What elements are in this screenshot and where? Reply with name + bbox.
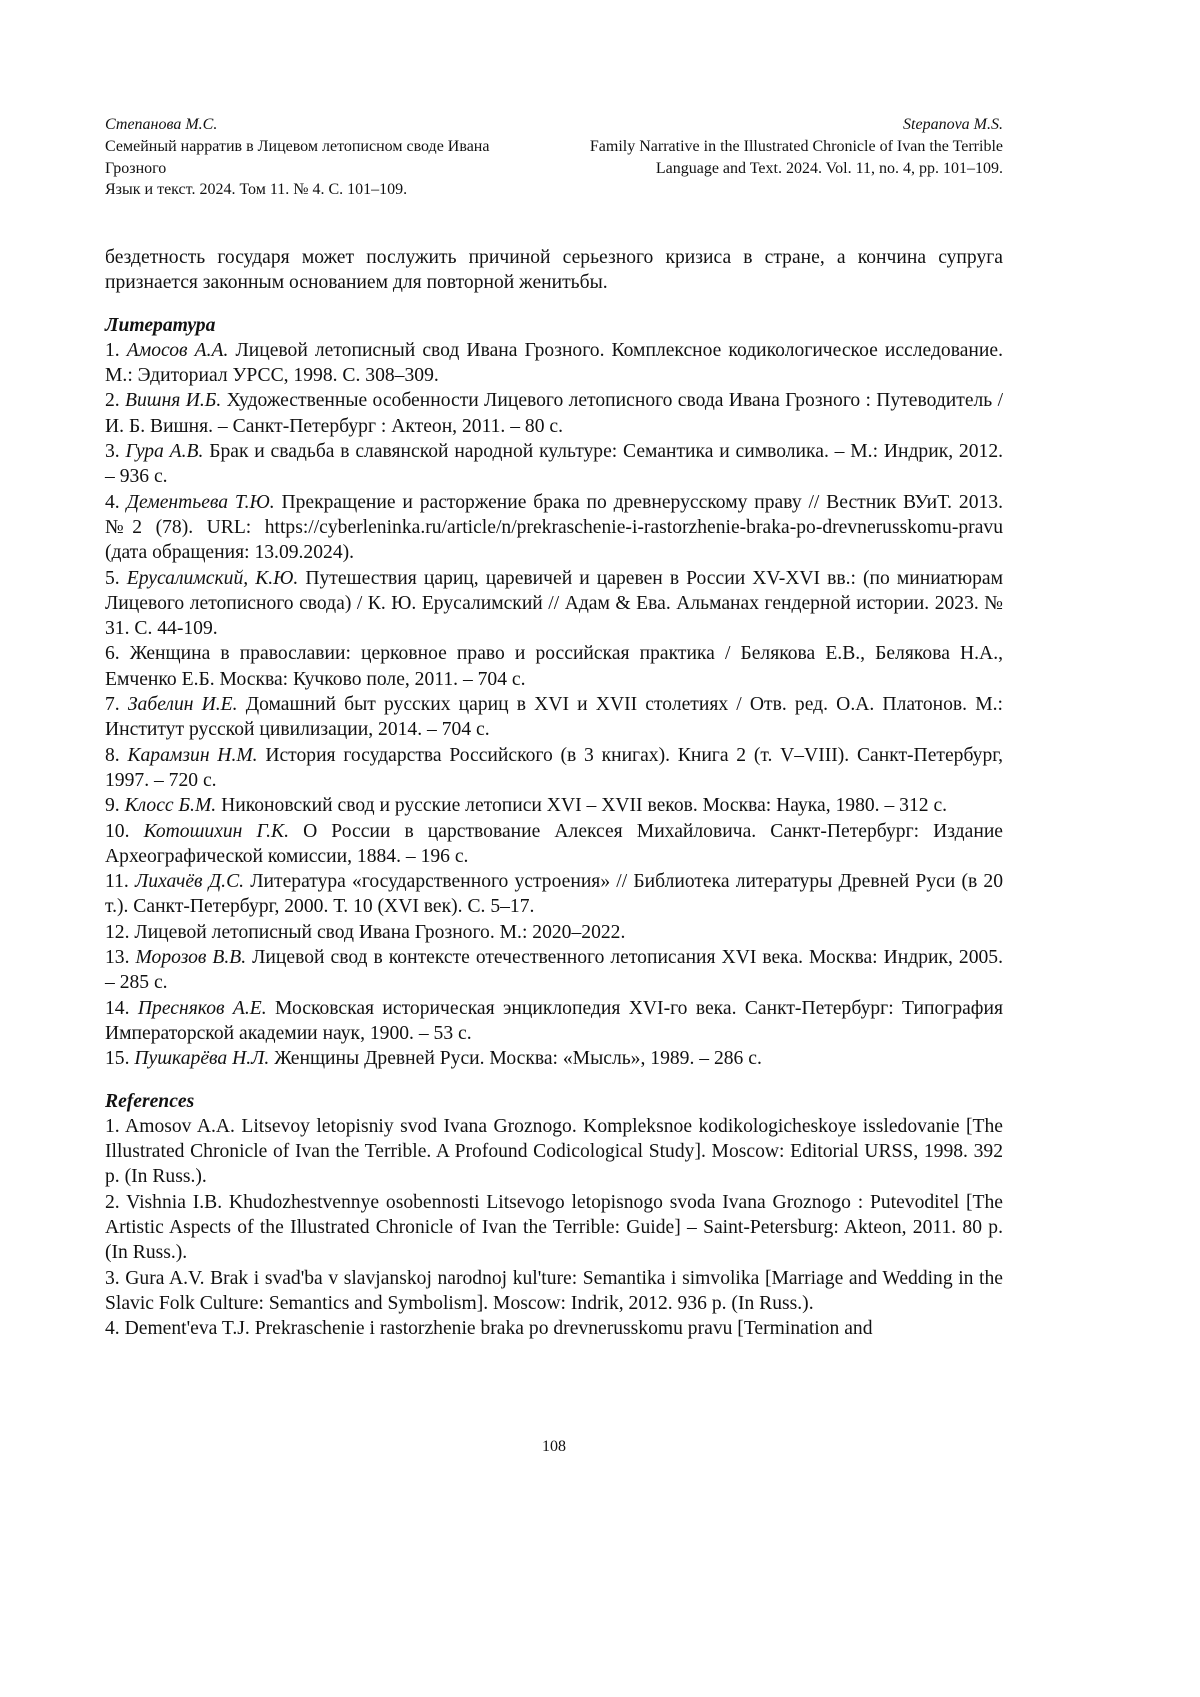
item-text: Женщины Древней Руси. Москва: «Мысль», 1989. – 286 с. bbox=[274, 1048, 762, 1069]
item-number: 10. bbox=[105, 821, 130, 842]
item-author: Пресняков А.Е. bbox=[138, 998, 267, 1019]
item-text: Прекращение и расторжение брака по древнерусскому праву // Вестник ВУиТ. 2013. №2 (78). URL: https://cyberleninka.ru/article/n/prekraschenie-i-rastorzhenie-braka-po-drevnerusskomu-pravu (дата обращения: 13.09.2024). bbox=[105, 492, 1003, 564]
item-text: Московская историческая энциклопедия XVI-го века. Санкт-Петербург: Типография Императорской академии наук, 1900. – 53 с. bbox=[105, 998, 1003, 1044]
reference-item: 2. Vishnia I.B. Khudozhestvennye osobennosti Litsevogo letopisnogo svoda Ivana Groznogo : Putevoditel [The Artistic Aspects of the Illustrated Chronicle of Ivan the Terrible: Guide] – Saint-Petersburg: Akteon, 2011. 80 p. (In Russ.). bbox=[105, 1190, 1003, 1266]
item-text: О России в царствование Алексея Михайловича. Санкт-Петербург: Издание Археографической комиссии, 1884. – 196 с. bbox=[105, 821, 1003, 867]
item-text: Лицевой летописный свод Ивана Грозного. Комплексное кодикологическое исследование. М.: Эдиториал УРСС, 1998. С. 308–309. bbox=[105, 340, 1003, 386]
header-title-en: Family Narrative in the Illustrated Chronicle of Ivan the Terrible bbox=[573, 136, 1003, 158]
item-number: 4. bbox=[105, 492, 120, 513]
item-author: Котошихин Г.К. bbox=[144, 821, 289, 842]
item-number: 2. bbox=[105, 390, 120, 411]
item-text: Лицевой летописный свод Ивана Грозного. М.: 2020–2022. bbox=[134, 922, 625, 943]
references-heading: References bbox=[105, 1089, 1003, 1114]
literature-item bbox=[105, 641, 1003, 692]
item-text: Лицевой свод в контексте отечественного летописания XVI века. Москва: Индрик, 2005. – 285 с. bbox=[105, 947, 1003, 993]
item-number: 13. bbox=[105, 947, 130, 968]
literature-item bbox=[105, 945, 1003, 996]
item-text: Путешествия цариц, царевичей и царевен в России XV-XVI вв.: (по миниатюрам Лицевого летописного свода) / К. Ю. Ерусалимский // Адам & Ева. Альманах гендерной истории. 2023. № 31. С. 44-109. bbox=[105, 568, 1003, 640]
item-author: Гура А.В. bbox=[126, 441, 204, 462]
item-author: Карамзин Н.М. bbox=[127, 745, 257, 766]
item-text: Домашний быт русских цариц в XVI и XVII столетиях / Отв. ред. О.А. Платонов. М.: Институт русской цивилизации, 2014. – 704 с. bbox=[105, 694, 1003, 740]
reference-item: 4. Dement'eva T.J. Prekraschenie i rastorzhenie braka po drevnerusskomu pravu [Termination and bbox=[105, 1316, 1003, 1341]
header-citation-ru: Язык и текст. 2024. Том 11. № 4. С. 101–109. bbox=[105, 179, 535, 201]
literature-item bbox=[105, 692, 1003, 743]
item-number: 6. bbox=[105, 643, 120, 664]
literature-item bbox=[105, 819, 1003, 870]
item-author: Дементьева Т.Ю. bbox=[127, 492, 275, 513]
item-number: 9. bbox=[105, 795, 120, 816]
literature-item bbox=[105, 338, 1003, 389]
literature-item bbox=[105, 793, 1003, 818]
page-number: 108 bbox=[105, 1438, 1003, 1456]
item-author: Пушкарёва Н.Л. bbox=[134, 1048, 269, 1069]
item-text: Женщина в православии: церковное право и российская практика / Белякова Е.В., Белякова Н.А., Емченко Е.Б. Москва: Кучково поле, 2011. – 704 с. bbox=[105, 643, 1003, 689]
reference-item: 1. Amosov A.A. Litsevoy letopisniy svod Ivana Groznogo. Kompleksnoe kodikologicheskoye issledovanie [The Illustrated Chronicle of Ivan the Terrible. A Profound Codicological Study]. Moscow: Editorial URSS, 1998. 392 p. (In Russ.). bbox=[105, 1114, 1003, 1190]
literature-item bbox=[105, 388, 1003, 439]
item-number: 3. bbox=[105, 441, 120, 462]
item-number: 8. bbox=[105, 745, 120, 766]
literature-item bbox=[105, 439, 1003, 490]
header-author-ru: Степанова М.С. bbox=[105, 114, 535, 136]
literature-list bbox=[105, 338, 1003, 1072]
reference-item: 3. Gura A.V. Brak i svad'ba v slavjanskoj narodnoj kul'ture: Semantika i simvolika [Marriage and Wedding in the Slavic Folk Culture: Semantics and Symbolism]. Moscow: Indrik, 2012. 936 p. (In Russ.). bbox=[105, 1266, 1003, 1317]
item-number: 14. bbox=[105, 998, 130, 1019]
literature-item bbox=[105, 566, 1003, 642]
item-author: Амосов А.А. bbox=[127, 340, 229, 361]
item-number: 11. bbox=[105, 871, 129, 892]
item-author: Ерусалимский, К.Ю. bbox=[127, 568, 298, 589]
literature-item bbox=[105, 743, 1003, 794]
running-header-en bbox=[573, 114, 1003, 179]
item-text: Брак и свадьба в славянской народной культуре: Семантика и символика. – М.: Индрик, 2012. – 936 с. bbox=[105, 441, 1003, 487]
literature-item bbox=[105, 996, 1003, 1047]
item-author: Лихачёв Д.С. bbox=[135, 871, 244, 892]
literature-heading: Литература bbox=[105, 313, 1003, 338]
literature-item bbox=[105, 920, 1003, 945]
literature-item bbox=[105, 490, 1003, 566]
item-number: 7. bbox=[105, 694, 120, 715]
item-number: 1. bbox=[105, 340, 120, 361]
item-author: Клосс Б.М. bbox=[125, 795, 217, 816]
item-author: Морозов В.В. bbox=[136, 947, 247, 968]
header-author-en: Stepanova M.S. bbox=[573, 114, 1003, 136]
header-citation-en: Language and Text. 2024. Vol. 11, no. 4, pp. 101–109. bbox=[573, 158, 1003, 180]
item-text: Художественные особенности Лицевого летописного свода Ивана Грозного : Путеводитель / И. Б. Вишня. – Санкт-Петербург : Актеон, 2011. – 80 с. bbox=[105, 390, 1003, 436]
page-body bbox=[105, 245, 1003, 1341]
header-title-ru: Семейный нарратив в Лицевом летописном своде Ивана Грозного bbox=[105, 136, 535, 180]
references-list bbox=[105, 1114, 1003, 1342]
literature-item bbox=[105, 1046, 1003, 1071]
item-number: 15. bbox=[105, 1048, 130, 1069]
item-number: 12. bbox=[105, 922, 130, 943]
item-text: Литература «государственного устроения» // Библиотека литературы Древней Руси (в 20 т.). Санкт-Петербург, 2000. Т. 10 (XVI век). С. 5–17. bbox=[105, 871, 1003, 917]
body-paragraph: бездетность государя может послужить причиной серьезного кризиса в стране, а кончина супруга признается законным основанием для повторной женитьбы. bbox=[105, 245, 1003, 296]
item-number: 5. bbox=[105, 568, 120, 589]
item-text: Никоновский свод и русские летописи XVI – XVII веков. Москва: Наука, 1980. – 312 с. bbox=[221, 795, 947, 816]
item-text: История государства Российского (в 3 книгах). Книга 2 (т. V–VIII). Санкт-Петербург, 1997. – 720 с. bbox=[105, 745, 1003, 791]
running-header-ru bbox=[105, 114, 535, 201]
literature-item bbox=[105, 869, 1003, 920]
item-author: Вишня И.Б. bbox=[125, 390, 221, 411]
item-author: Забелин И.Е. bbox=[128, 694, 238, 715]
